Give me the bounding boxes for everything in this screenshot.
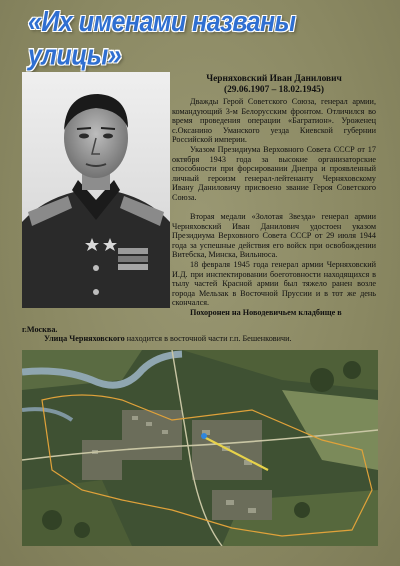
burial-line — [172, 308, 376, 318]
page-title: «Их именами названы улицы» — [28, 5, 296, 72]
paragraph: 18 февраля 1945 года генерал армии Черняховский И.Д. при инспектировании боеготовности находящихся в тылу частей Красной армии был тяжело ранен возле города Мельзак в Восточной Пруссии и в тот же день скончался. — [172, 259, 376, 308]
burial-city: г.Москва. — [22, 325, 58, 334]
burial-text: Похоронен на Новодевичьем кладбище в — [190, 307, 342, 317]
footer-text — [22, 325, 376, 344]
person-name: Черняховский Иван Данилович — [206, 74, 342, 84]
street-location: находится в восточной части г.п. Бешенковичи. — [124, 334, 292, 344]
street-name: Улица Черняховского — [44, 334, 125, 344]
paragraph: Указом Президиума Верховного Совета СССР от 17 октября 1943 года за высокие организаторские способности при форсировании Днепра и проявленный личный героизм генерал-лейтенанту Черняховскому Ивану Даниловичу присвоено звание Героя Советского Союза. — [172, 144, 376, 202]
satellite-map — [22, 350, 378, 546]
street-line — [22, 334, 376, 343]
portrait-photo — [22, 72, 170, 308]
biography-text-continued — [172, 212, 376, 318]
portrait-illustration — [22, 72, 170, 308]
paragraph: Дважды Герой Советского Союза, генерал армии, командующий 3-м Белорусским фронтом. Отличился во время проведения операции «Багратион». Уроженец с.Оксанино Уманского уезда Киевской губернии Российской империи. — [172, 97, 376, 145]
map-illustration — [22, 350, 378, 546]
paragraph: Вторая медали «Золотая Звезда» генерал армии Черняховский Иван Данилович удостоен указом Президиума Верховного Совета СССР от 29 июля 1944 года за успешные действия его войск при освобождении Витебска, Минска, Вильнюса. — [172, 212, 376, 260]
biography-text — [172, 74, 376, 203]
life-dates: (29.06.1907 – 18.02.1945) — [224, 85, 324, 95]
